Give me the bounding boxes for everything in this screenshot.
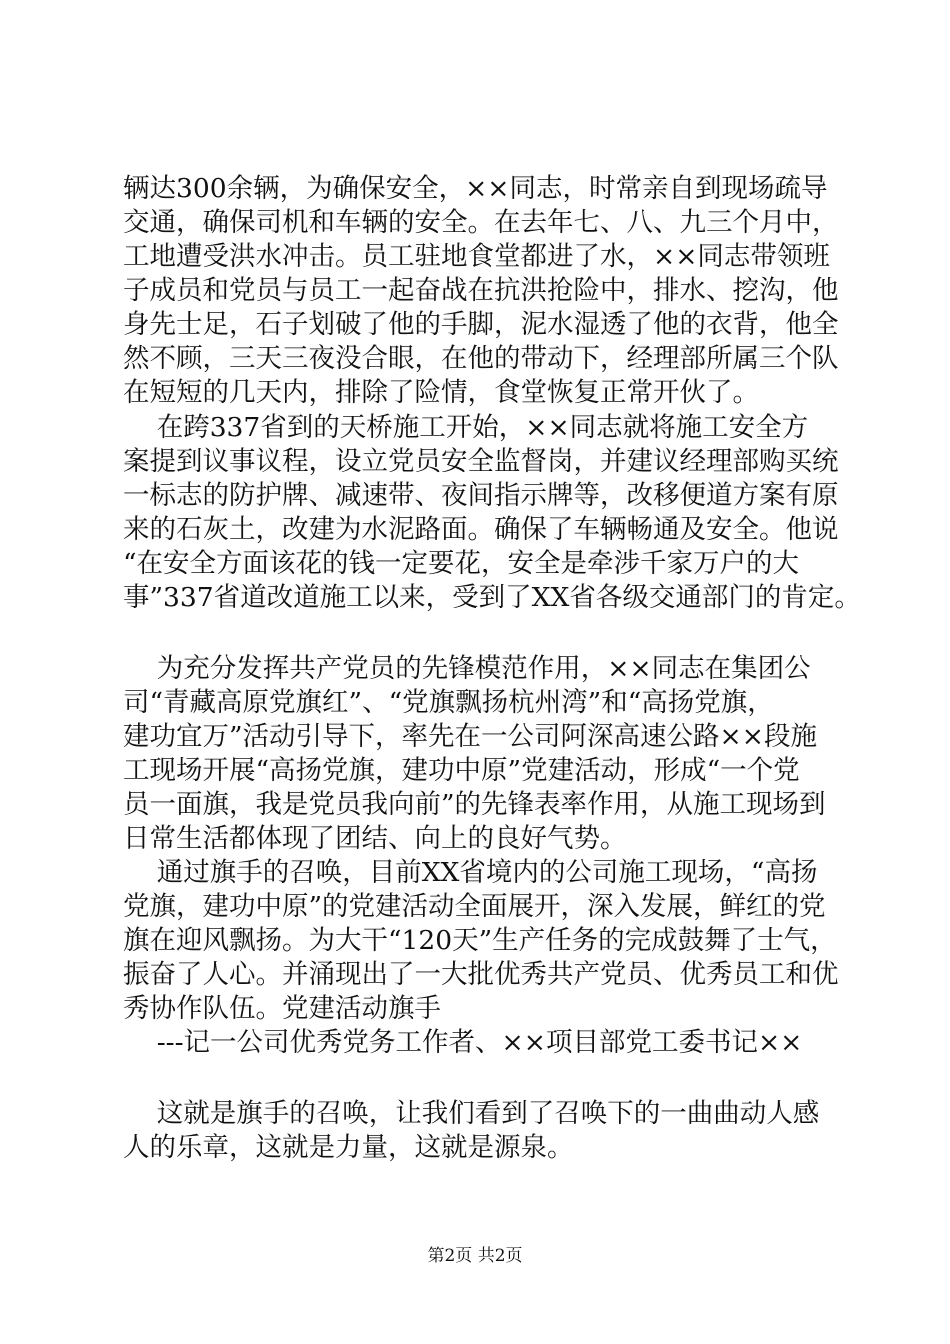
body-line: 交通，确保司机和车辆的安全。在去年七、八、九三个月中，	[123, 207, 839, 238]
body-line: “在安全方面该花的钱一定要花，安全是牵涉千家万户的大	[123, 548, 800, 579]
body-line: 来的石灰土，改建为水泥路面。确保了车辆畅通及安全。他说	[123, 514, 839, 545]
body-line: 案提到议事议程，设立党员安全监督岗，并建议经理部购买统	[123, 446, 839, 477]
body-line: 秀协作队伍。党建活动旗手	[123, 993, 441, 1024]
body-line: 人的乐章，这就是力量，这就是源泉。	[123, 1132, 574, 1163]
body-line: 振奋了人心。并涌现出了一大批优秀共产党员、优秀员工和优	[123, 959, 839, 990]
body-line: 为充分发挥共产党员的先锋模范作用，××同志在集团公	[123, 653, 811, 684]
body-line: 建功宜万”活动引导下，率先在一公司阿深高速公路××段施	[123, 721, 817, 752]
body-line: ---记一公司优秀党务工作者、××项目部党工委书记××	[123, 1027, 803, 1058]
page-number-footer: 第2页 共2页	[427, 1246, 523, 1266]
body-line: 事”337省道改道施工以来，受到了XX省各级交通部门的肯定。	[123, 582, 861, 613]
body-line: 通过旗手的召唤，目前XX省境内的公司施工现场，“高扬	[123, 857, 818, 888]
body-line: 子成员和党员与员工一起奋战在抗洪抢险中，排水、挖沟，他	[123, 275, 839, 306]
body-line: 辆达300余辆，为确保安全，××同志，时常亲自到现场疏导	[123, 173, 828, 204]
body-line: 日常生活都体现了团结、向上的良好气势。	[123, 823, 627, 854]
body-line: 员一面旗，我是党员我向前”的先锋表率作用，从施工现场到	[123, 789, 826, 820]
body-line: 在短短的几天内，排除了险情，食堂恢复正常开伙了。	[123, 377, 759, 408]
body-line: 工地遭受洪水冲击。员工驻地食堂都进了水，××同志带领班	[123, 241, 830, 272]
body-line: 司“青藏高原党旗红”、“党旗飘扬杭州湾”和“高扬党旗，	[123, 687, 774, 718]
body-line: 在跨337省到的天桥施工开始，××同志就将施工安全方	[123, 412, 809, 443]
body-line: 一标志的防护牌、减速带、夜间指示牌等，改移便道方案有原	[123, 480, 839, 511]
body-line: 这就是旗手的召唤，让我们看到了召唤下的一曲曲动人感	[123, 1098, 820, 1129]
body-line: 工现场开展“高扬党旗，建功中原”党建活动，形成“一个党	[123, 755, 800, 786]
body-line: 党旗，建功中原”的党建活动全面展开，深入发展，鲜红的党	[123, 891, 826, 922]
body-line: 旗在迎风飘扬。为大干“120天”生产任务的完成鼓舞了士气，	[123, 925, 837, 956]
body-line: 然不顾，三天三夜没合眼，在他的带动下，经理部所属三个队	[123, 343, 839, 374]
body-line: 身先士足，石子划破了他的手脚，泥水湿透了他的衣背，他全	[123, 309, 839, 340]
